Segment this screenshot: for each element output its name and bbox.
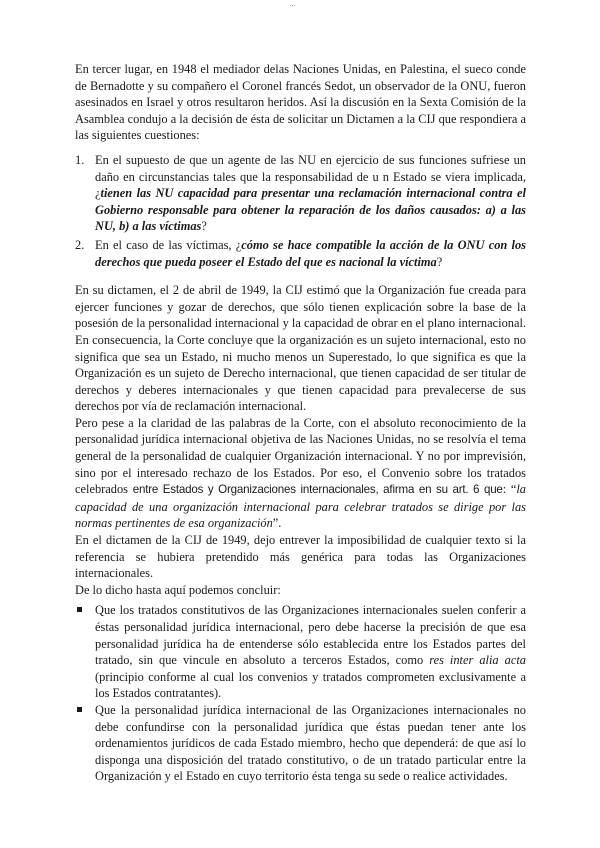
- conclusion-item-1: [75, 602, 526, 702]
- question-item-1: [75, 152, 526, 235]
- paragraph-dictamen-1949: En el dictamen de la CIJ de 1949, dejo entrever la imposibilidad de cualquier texto si la referencia se hubiera pretendido más genérica para todas las Organizaciones internacionales.: [75, 533, 526, 581]
- question-emphasis: tienen las NU capacidad para presentar una reclamación internacional contra el Gobierno responsable para obtener la reparación de los daños causados: a) a las NU, b) a las víctimas: [95, 186, 526, 234]
- conclusion-text: Que los tratados constitutivos de las Organizaciones internacionales suelen conferir a éstas personalidad jurídica internacional, pero debe hacerse la precisión de que esa personalidad jurídica ha de entenderse sólo establecida entre los Estados partes del tratado, sin que vincule en absoluto a terceros Estados, como: [95, 603, 526, 668]
- convenio-quote: la capacidad de una organización internacional para celebrar tratados se dirige por las normas pertinentes de esa organización: [75, 482, 526, 531]
- question-end: ?: [436, 254, 443, 269]
- question-text: En el supuesto de que un agente de las NU en ejercicio de sus funciones sufriese un daño en circunstancias tales que la responsabilidad de u n Estado se viera implicada, ¿: [95, 152, 526, 201]
- question-text: En el caso de las víctimas, ¿: [95, 237, 242, 252]
- quote-close: ”.: [272, 516, 282, 531]
- square-bullet-icon: [77, 607, 82, 612]
- paragraph-intro: En tercer lugar, en 1948 el mediador delas Naciones Unidas, en Palestina, el sueco conde de Bernadotte y su compañero el Coronel francés Sedot, un observador de la ONU, fueron asesinados en Israel y otros resultaron heridos. Así la discusión en la Sexta Comisión de la Asamblea condujo a la decisión de ésta de solicitar un Dictamen a la CIJ que respondiera a las siguientes cuestiones:: [75, 62, 526, 143]
- conclusions-list: [75, 602, 526, 785]
- paragraph-dictamen: En su dictamen, el 2 de abril de 1949, la CIJ estimó que la Organización fue creada para ejercer funciones y gozar de derechos, que sólo tienen explicación sobre la base de la posesión de la personalidad internacional y la capacidad de obrar en el plano internacional. En consecuencia, la Corte concluye que la organización es un sujeto internacional, esto no significa que sea un Estado, ni mucho menos un Superestado, lo que significa es que la Organización es un sujeto de Derecho internacional, que tienen capacidad de ser titular de derechos y deberes internacionales y que tienen capacidad para prevalecerse de sus derechos por vía de reclamación internacional.: [75, 283, 526, 414]
- document-body: [75, 61, 526, 785]
- conclusion-emphasis: res inter alia acta: [429, 653, 526, 668]
- conclusion-end: (principio conforme al cual los convenios y tratados comprometen exclusivamente a los Estados contratantes).: [95, 669, 526, 701]
- question-end: ?: [201, 219, 207, 234]
- question-item-2: [75, 237, 526, 270]
- page-header-mark: ...: [290, 0, 296, 8]
- question-number: 2.: [75, 237, 85, 252]
- paragraph-convenio: [75, 415, 526, 532]
- question-emphasis: cómo se hace compatible la acción de la ONU con los derechos que pueda poseer el Estado del que es nacional la víctima: [95, 237, 526, 269]
- questions-list: [75, 152, 526, 270]
- question-number: 1.: [75, 152, 85, 167]
- paragraph-convenio-text: Pero pese a la claridad de las palabras de la Corte, con el absoluto reconocimiento de la personalidad jurídica internacional objetiva de las Naciones Unidas, no se resolvía el tema general de la personalidad de cualquier Organización internacional. Y no por imprevisión, sino por el interesado rechazo de los Estados. Por eso, el Convenio sobre los tratados celebrados: [75, 415, 526, 497]
- quote-open: : “: [502, 482, 517, 497]
- conclusion-text: Que la personalidad jurídica internacional de las Organizaciones internacionales no debe confundirse con la personalidad jurídica que éstas puedan tener ante los ordenamientos jurídicos de cada Estado miembro, hecho que dependerá: de que así lo disponga una disposición del tratado constitutivo, o de un tratado particular entre la Organización y el Estado en cuyo territorio ésta tenga su sede o realice actividades.: [95, 702, 526, 784]
- paragraph-convenio-article: entre Estados y Organizaciones internacionales, afirma en su art. 6 que: [132, 483, 503, 497]
- paragraph-conclusion-intro: De lo dicho hasta aquí podemos concluir:: [75, 582, 281, 597]
- conclusion-item-2: [75, 702, 526, 785]
- square-bullet-icon: [77, 707, 82, 712]
